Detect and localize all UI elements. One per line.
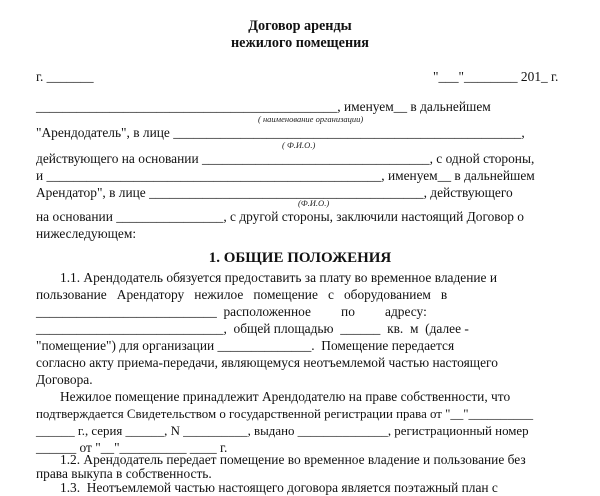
doc-subtitle: нежилого помещения	[231, 35, 369, 51]
party-2-rep-line: Арендатор", в лице _________________________________________, действующего	[36, 185, 513, 200]
hint-fio-2: (Ф.И.О.)	[298, 198, 330, 208]
clause-1-1-line-1: 1.1. Арендодатель обязуется предоставить за плату во временное владение и	[60, 270, 498, 285]
doc-title: Договор аренды	[248, 18, 352, 34]
party-1-rep-line: "Арендодатель", в лице ____________________________________________________,	[36, 125, 525, 140]
section-1-heading: 1. ОБЩИЕ ПОЛОЖЕНИЯ	[208, 250, 392, 266]
clause-1-1-line-3: ___________________________ расположенное по адресу:	[36, 304, 427, 319]
ownership-line-2: подтверждается Свидетельством о государственной регистрации права от "__"__________	[36, 407, 534, 421]
date-field: "___"________ 201_ г.	[433, 69, 559, 84]
clause-1-1-line-2: пользование Арендатору нежилое помещение с оборудованием в	[36, 287, 448, 302]
clause-1-1-line-7: Договора.	[36, 372, 93, 387]
party-2-org-line: и __________________________________________________, именуем__ в дальнейшем	[36, 168, 535, 183]
ownership-line-1: Нежилое помещение принадлежит Арендодателю на праве собственности, что	[60, 389, 511, 404]
clause-1-2-line-2: права выкупа в собственность.	[36, 466, 212, 481]
clause-1-1-line-4: ____________________________, общей площадью ______ кв. м (далее -	[36, 321, 469, 336]
hint-org-name: ( наименование организации)	[258, 114, 364, 124]
party-2-basis-line: на основании ________________, с другой стороны, заключили настоящий Договор о	[36, 209, 524, 224]
city-field: г. _______	[36, 69, 94, 84]
hint-fio-1: ( Ф.И.О.)	[282, 140, 316, 150]
clause-1-1-line-6: согласно акту приема-передачи, являющемуся неотъемлемой частью настоящего	[36, 355, 498, 370]
clause-1-1-line-5: "помещение") для организации ______________. Помещение передается	[36, 338, 455, 353]
ownership-line-3: ______ г., серия ______, N __________, выдано ______________, регистрационный номер	[36, 424, 529, 438]
party-1-org-line: _____________________________________________, именуем__ в дальнейшем	[36, 99, 491, 114]
clause-1-2-line-1: 1.2. Арендодатель передает помещение во временное владение и пользование без	[60, 452, 526, 467]
clause-1-3-line-1: 1.3. Неотъемлемой частью настоящего договора является поэтажный план с	[60, 480, 498, 495]
ownership-line-4: ______ от "__"__________ ____ г.	[36, 440, 228, 455]
party-1-basis-line: действующего на основании __________________________________, с одной стороны,	[36, 151, 535, 166]
preamble-end-line: нижеследующем:	[36, 226, 137, 241]
